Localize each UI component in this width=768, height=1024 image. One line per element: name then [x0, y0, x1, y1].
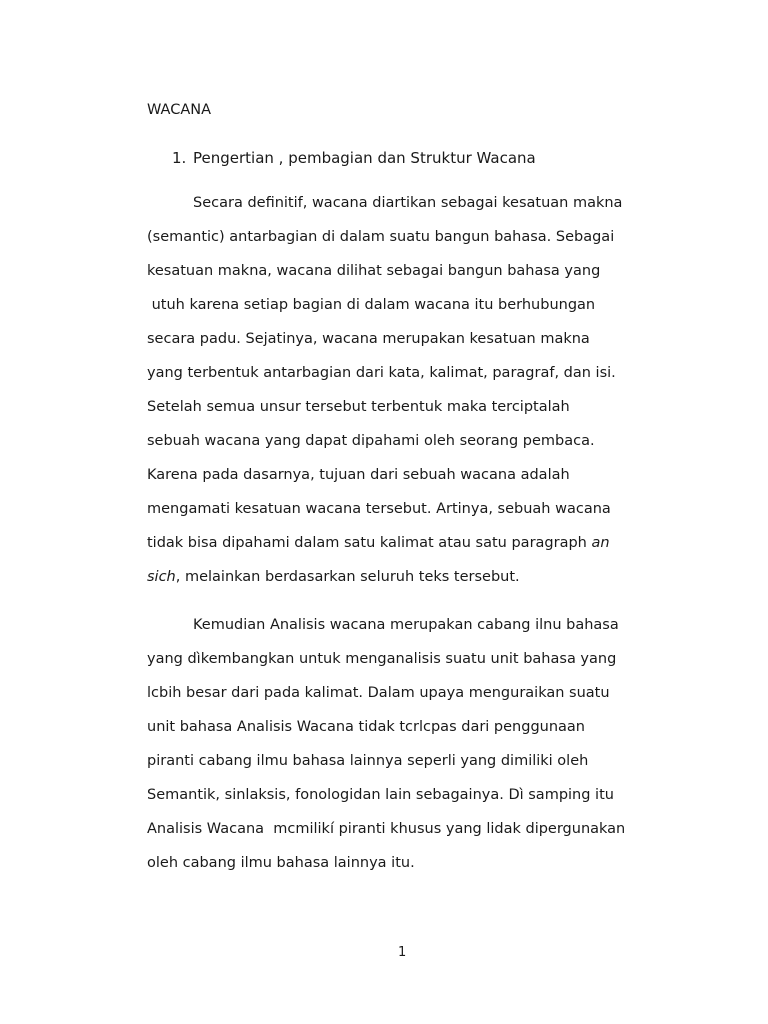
paragraph-2-line — [147, 820, 625, 838]
paragraph-1-line — [147, 466, 570, 484]
text-segment: kesatuan makna, wacana dilihat sebagai bangun bahasa yang — [147, 263, 601, 279]
paragraph-1-line — [193, 194, 622, 212]
text-segment: Setelah semua unsur tersebut terbentuk maka terciptalah — [147, 399, 570, 415]
text-segment: piranti cabang ilmu bahasa lainnya seperli yang dimiliki oleh — [147, 753, 589, 769]
paragraph-2-line — [193, 616, 619, 634]
text-segment: utuh karena setiap bagian di dalam wacana itu berhubungan — [147, 297, 596, 313]
text-segment: unit bahasa Analisis Wacana tidak tcrlcpas dari penggunaan — [147, 719, 585, 735]
text-segment: secara padu. Sejatinya, wacana merupakan kesatuan makna — [147, 331, 590, 347]
text-segment: lcbih besar dari pada kalimat. Dalam upaya menguraikan suatu — [147, 685, 610, 701]
paragraph-1-line — [147, 500, 611, 518]
paragraph-2-line — [147, 718, 585, 736]
text-segment: Karena pada dasarnya, tujuan dari sebuah wacana adalah — [147, 467, 570, 483]
text-segment: oleh cabang ilmu bahasa lainnya itu. — [147, 855, 415, 871]
text-segment: Kemudian Analisis wacana merupakan cabang ilnu bahasa — [193, 617, 619, 633]
section-heading — [172, 149, 536, 167]
heading-number: 1. — [172, 149, 187, 167]
paragraph-2-line — [147, 650, 616, 668]
page-number: 1 — [398, 945, 407, 960]
paragraph-1-line — [147, 262, 600, 280]
text-segment: tidak bisa dipahami dalam satu kalimat atau satu paragraph — [147, 535, 592, 551]
paragraph-2-line — [147, 854, 415, 872]
text-segment: yang terbentuk antarbagian dari kata, kalimat, paragraf, dan isi. — [147, 365, 616, 381]
paragraph-2-line — [147, 786, 614, 804]
paragraph-1-line — [147, 228, 614, 246]
heading-text: Pengertian , pembagian dan Struktur Wacana — [193, 149, 536, 167]
paragraph-1-line — [147, 432, 595, 450]
paragraph-1-line — [147, 296, 595, 314]
paragraph-1-line — [147, 364, 616, 382]
paragraph-2-line — [147, 684, 610, 702]
text-segment: mengamati kesatuan wacana tersebut. Artinya, sebuah wacana — [147, 501, 611, 517]
italic-text: sich — [147, 569, 176, 585]
text-segment: sebuah wacana yang dapat dipahami oleh seorang pembaca. — [147, 433, 595, 449]
paragraph-1-line — [147, 568, 520, 586]
document-title: WACANA — [147, 102, 212, 118]
text-segment: , melainkan berdasarkan seluruh teks tersebut. — [175, 569, 520, 585]
text-segment: Semantik, sinlaksis, fonologidan lain sebagainya. Dì samping itu — [147, 787, 614, 803]
text-segment: (semantic) antarbagian di dalam suatu bangun bahasa. Sebagai — [147, 229, 615, 245]
paragraph-1-line — [147, 534, 610, 552]
paragraph-2-line — [147, 752, 588, 770]
italic-text: an — [591, 535, 610, 551]
text-segment: Secara definitif, wacana diartikan sebagai kesatuan makna — [193, 195, 623, 211]
paragraph-1-line — [147, 330, 590, 348]
paragraph-1-line — [147, 398, 570, 416]
text-segment: Analisis Wacana mcmilikí piranti khusus yang lidak dipergunakan — [147, 821, 626, 837]
text-segment: yang dìkembangkan untuk menganalisis suatu unit bahasa yang — [147, 651, 617, 667]
